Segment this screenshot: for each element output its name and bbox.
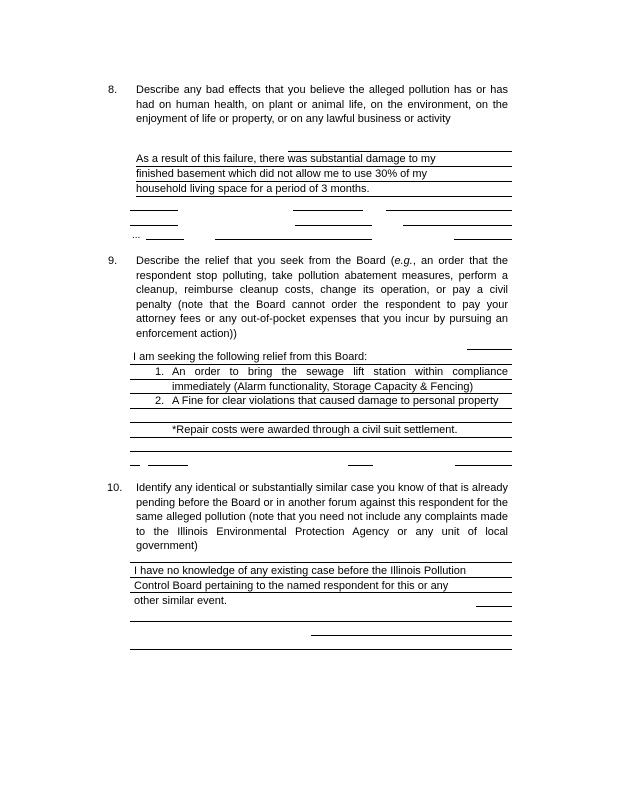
answer-line [130,408,512,409]
question-8-number: 8. [108,84,118,96]
answer-line [136,196,512,197]
answer-8-line-1: As a result of this failure, there was substantial damage to my [136,153,436,165]
blank-line [455,465,512,466]
relief-item-1-marker: 1. [155,366,165,378]
blank-line [130,225,178,226]
relief-note: *Repair costs were awarded through a civil suit settlement. [172,424,458,436]
question-9-text: Describe the relief that you seek from the Board (e.g., an order that the respondent stop polluting, take pollution abatement measures, perform a cleanup, reimburse cleanup costs, change its operation, or pay a civil penalty (note that the Board cannot order the respondent to pay your attorney fees or any out-of-pocket expenses that you incur by pursuing an enforcement action)) [136,255,508,340]
answer-line [130,562,512,563]
eg-abbreviation: e.g. [394,255,413,267]
question-10-text: Identify any identical or substantially similar case you know of that is already pending before the Board or in another forum against this respondent for the same alleged pollution (note that you need not include any complaints made to the Illinois Environmental Protection Agency or any unit of local government) [136,482,508,553]
question-8-text: Describe any bad effects that you believe the alleged pollution has or has had on human health, on plant or animal life, on the environment, on the enjoyment of life or property, or on any lawful business or activity [136,84,508,126]
answer-8-line-2: finished basement which did not allow me to use 30% of my [136,168,428,180]
answer-9-intro: I am seeking the following relief from this Board: [133,351,368,363]
blank-line [130,210,178,211]
blank-line [403,225,512,226]
blank-line [293,210,363,211]
answer-line [476,606,512,607]
answer-line [130,379,512,380]
answer-10-line-3: other similar event. [134,595,227,607]
blank-line [348,465,373,466]
relief-item-1-text: An order to bring the sewage lift station within compliance immediately (Alarm functionality, Storage Capacity & Fencing) [172,366,508,393]
answer-10-line-1: I have no knowledge of any existing case before the Illinois Pollution [134,565,467,577]
blank-line [215,239,372,240]
stray-mark: ... [132,230,141,241]
blank-line [295,225,372,226]
blank-line [130,465,140,466]
blank-line [386,210,512,211]
relief-item-2-text: A Fine for clear violations that caused damage to personal property [172,395,499,407]
answer-line [130,592,512,593]
blank-line [130,451,512,452]
answer-8-line-3: household living space for a period of 3 months. [136,183,370,195]
question-9-number: 9. [108,255,118,267]
blank-line [454,239,512,240]
blank-line [130,621,512,622]
blank-line [146,239,184,240]
answer-line [467,349,512,350]
blank-line [311,635,512,636]
relief-item-2-marker: 2. [155,395,165,407]
answer-10-line-2: Control Board pertaining to the named respondent for this or any [134,580,449,592]
blank-line [148,465,188,466]
answer-line [130,437,512,438]
answer-line [130,577,512,578]
question-10-number: 10. [107,482,123,494]
blank-line [130,649,512,650]
